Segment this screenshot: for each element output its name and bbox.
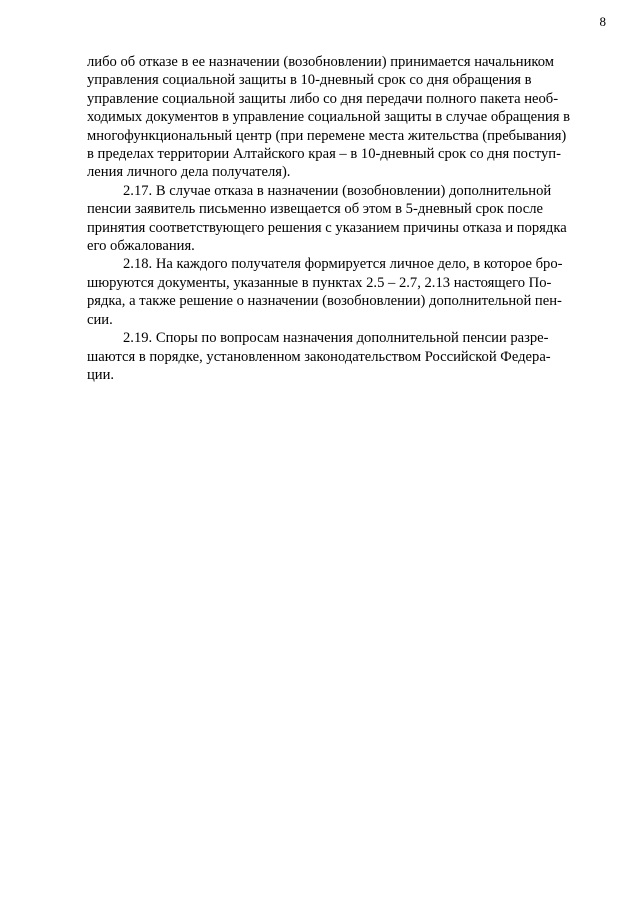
text-line: управление социальной защиты либо со дня передачи полного пакета необ- [87,90,559,107]
paragraph-2-17 [87,182,601,256]
text-line: его обжалования. [87,238,195,255]
text-line: пенсии заявитель письменно извещается об этом в 5-дневный срок после [87,201,544,218]
text-line: управления социальной защиты в 10-дневный срок со дня обращения в [87,72,532,89]
paragraph-2-18 [87,255,601,329]
paragraph-continuation [87,53,601,182]
text-line: ления личного дела получателя). [87,164,291,181]
text-line: рядка, а также решение о назначении (возобновлении) дополнительной пен- [87,293,562,310]
text-line: 2.19. Споры по вопросам назначения дополнительной пенсии разре- [123,330,549,347]
text-line: ходимых документов в управление социальной защиты в случае обращения в [87,109,570,126]
text-line: ции. [87,366,115,383]
text-line: либо об отказе в ее назначении (возобновлении) принимается начальником [87,54,555,70]
text-line: многофункциональный центр (при перемене места жительства (пребывания) [87,127,567,144]
page-number: 8 [599,14,606,29]
text-line: 2.17. В случае отказа в назначении (возобновлении) дополнительной [123,182,552,199]
text-line: шаются в порядке, установленном законодательством Российской Федера- [87,348,551,365]
text-line: 2.18. На каждого получателя формируется личное дело, в которое бро- [123,256,563,273]
text-line: в пределах территории Алтайского края – в 10-дневный срок со дня поступ- [87,146,561,163]
text-line: принятия соответствующего решения с указанием причины отказа и порядка [87,219,567,236]
paragraph-2-19 [87,329,601,384]
text-line: сии. [87,311,113,328]
text-line: шюруются документы, указанные в пунктах 2.5 – 2.7, 2.13 настоящего По- [87,274,552,291]
document-body [87,53,601,384]
